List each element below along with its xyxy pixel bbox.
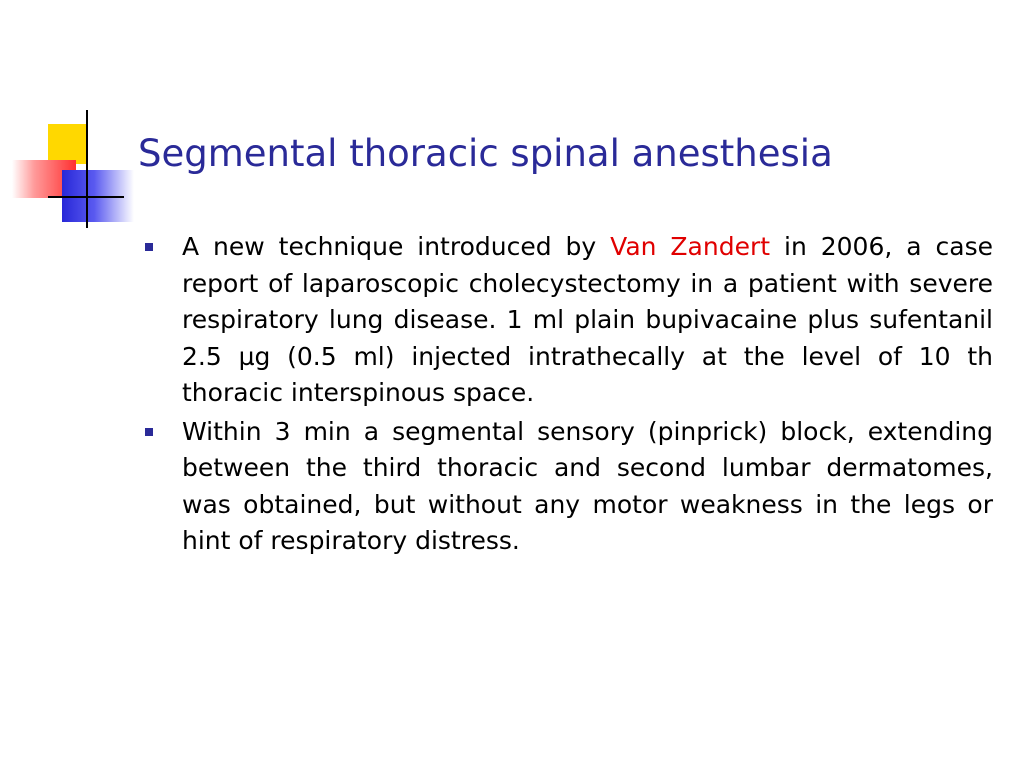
bullet-list [141, 229, 993, 562]
bullet-text: Within 3 min a segmental sensory (pinprick) block, extending between the third thoracic and second lumbar dermatomes, was obtained, but without any motor weakness in the legs or hint of respiratory distress. [182, 416, 993, 555]
yellow-square [48, 124, 88, 164]
square-bullet-icon [145, 428, 153, 436]
bullet-item [141, 414, 993, 560]
bullet-text [182, 229, 993, 412]
slide-title: Segmental thoracic spinal anesthesia [138, 132, 833, 175]
bullet-text-before: A new technique introduced by [182, 232, 611, 261]
bullet-text-after: in 2006, a case report of laparoscopic cholecystectomy in a patient with severe respiratory lung disease. 1 ml plain bupivacaine plus sufentanil 2.5 µg (0.5 ml) injected intrathecally at the level of 10 th thoracic interspinous space. [182, 232, 993, 407]
square-bullet-icon [145, 243, 153, 251]
horizontal-line [48, 196, 124, 198]
vertical-line [86, 110, 88, 228]
color-squares-logo-icon [0, 0, 150, 240]
bullet-item [141, 229, 993, 412]
highlighted-name: Van Zandert [610, 232, 771, 261]
